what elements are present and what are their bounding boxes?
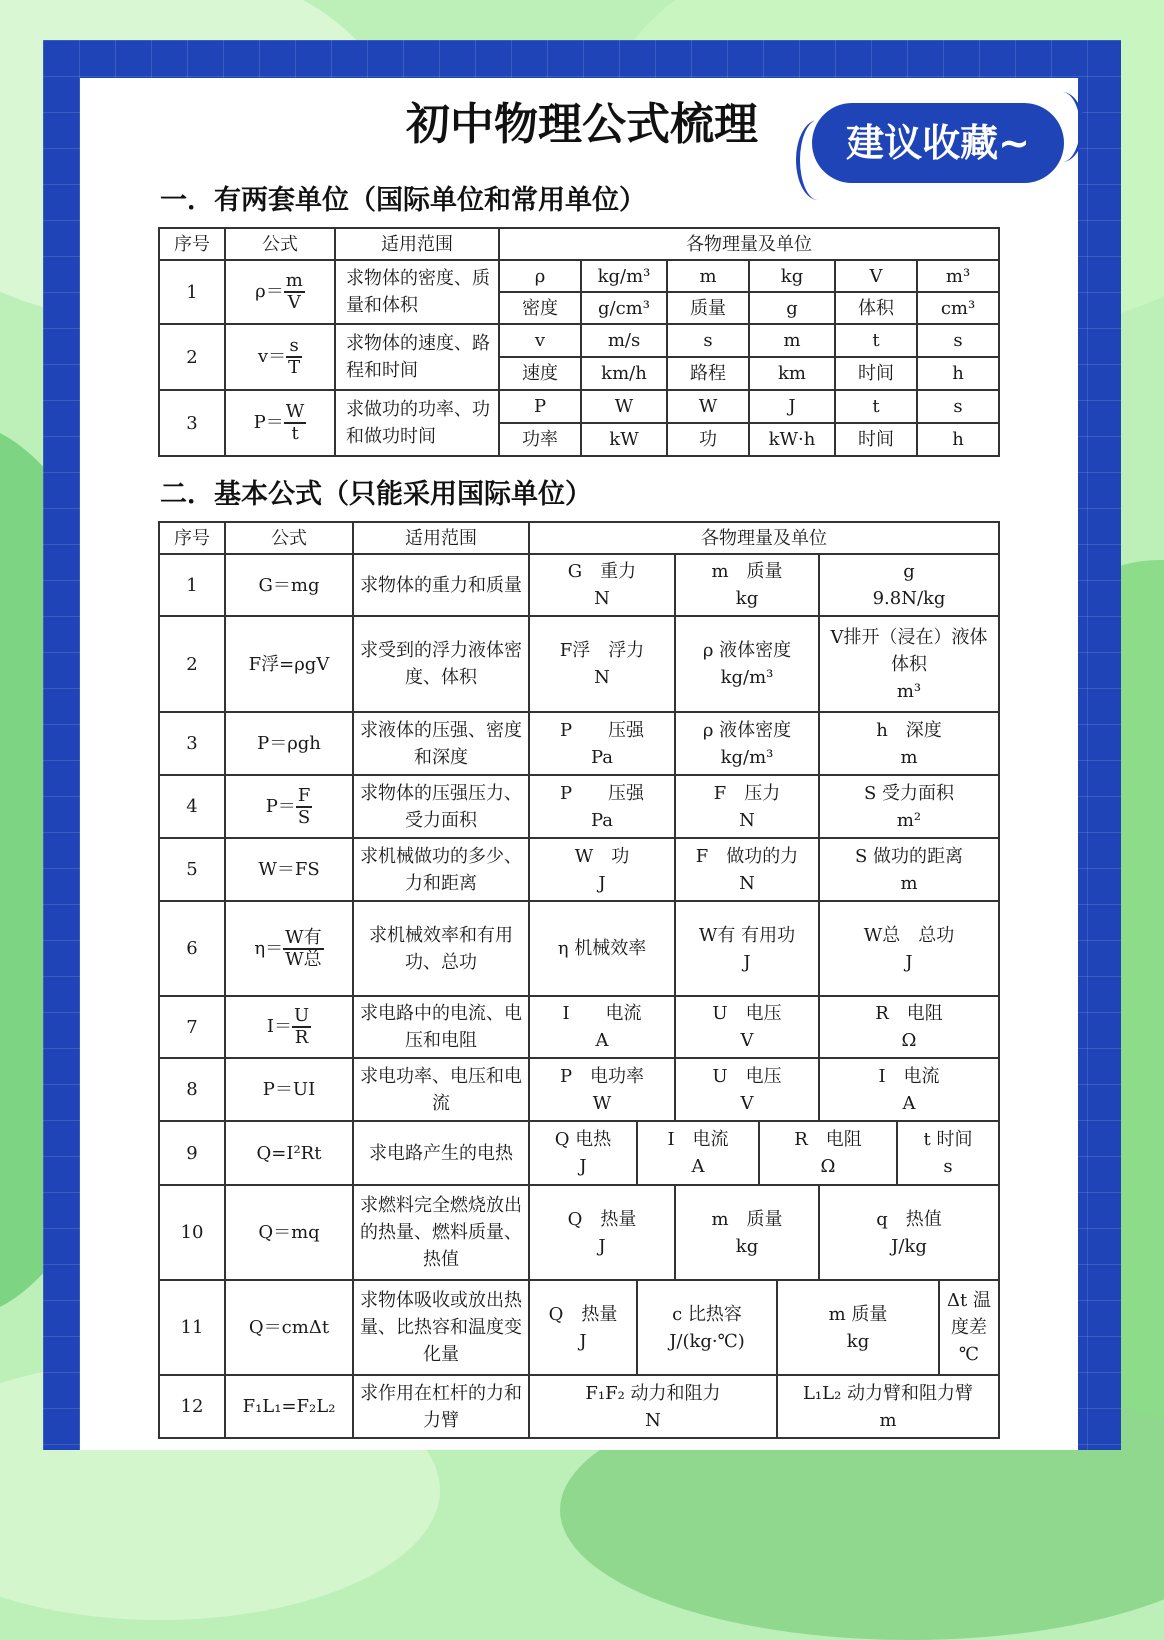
quantity: G 重力 N xyxy=(529,554,675,616)
header-scope: 适用范围 xyxy=(335,228,499,260)
quantity-name: 质量 xyxy=(667,292,749,324)
quantity-name: 密度 xyxy=(499,292,581,324)
scope: 求机械效率和有用功、总功 xyxy=(353,901,529,996)
scope: 求机械做功的多少、力和距离 xyxy=(353,838,529,901)
row-no: 2 xyxy=(159,616,225,712)
formula: W＝FS xyxy=(225,838,353,901)
row-no: 4 xyxy=(159,775,225,838)
header-quantities: 各物理量及单位 xyxy=(529,522,999,554)
symbol: s xyxy=(667,324,749,357)
quantity: W总 总功 J xyxy=(819,901,999,996)
unit-si: J xyxy=(749,390,835,423)
scope: 求做功的功率、功和做功时间 xyxy=(335,390,499,456)
row-no: 9 xyxy=(159,1121,225,1185)
unit-common: h xyxy=(917,357,999,390)
page-title: 初中物理公式梳理 xyxy=(406,99,758,150)
quantity: U 电压 V xyxy=(675,1058,819,1121)
formula: Q=I²Rt xyxy=(225,1121,353,1185)
scope: 求物体的速度、路程和时间 xyxy=(335,324,499,390)
scope: 求受到的浮力液体密度、体积 xyxy=(353,616,529,712)
formula: G＝mg xyxy=(225,554,353,616)
quantity: P 电功率 W xyxy=(529,1058,675,1121)
unit-table xyxy=(158,227,1000,457)
quantity: S 做功的距离 m xyxy=(819,838,999,901)
quantity: L₁L₂ 动力臂和阻力臂 m xyxy=(777,1375,999,1438)
row-no: 7 xyxy=(159,996,225,1058)
row-no: 2 xyxy=(159,324,225,390)
formula: P＝ρgh xyxy=(225,712,353,775)
unit-si: m xyxy=(749,324,835,357)
header-no: 序号 xyxy=(159,228,225,260)
scope: 求物体的压强压力、受力面积 xyxy=(353,775,529,838)
unit-common: kW·h xyxy=(749,423,835,456)
quantity: Q 热量 J xyxy=(529,1185,675,1280)
row-no: 6 xyxy=(159,901,225,996)
formula: P＝ $\frac{W}{t}$ xyxy=(225,390,335,456)
unit-si: W xyxy=(581,390,667,423)
row-no: 3 xyxy=(159,390,225,456)
quantity: t 时间 s xyxy=(897,1121,999,1185)
quantity: Q 热量 J xyxy=(529,1280,637,1375)
row-no: 8 xyxy=(159,1058,225,1121)
quantity: F浮 浮力 N xyxy=(529,616,675,712)
row-no: 11 xyxy=(159,1280,225,1375)
quantity: U 电压 V xyxy=(675,996,819,1058)
quantity: F₁F₂ 动力和阻力 N xyxy=(529,1375,777,1438)
quantity-name: 路程 xyxy=(667,357,749,390)
header-formula: 公式 xyxy=(225,522,353,554)
quantity: h 深度 m xyxy=(819,712,999,775)
quantity: q 热值 J/kg xyxy=(819,1185,999,1280)
quantity: ρ 液体密度 kg/m³ xyxy=(675,616,819,712)
symbol: m xyxy=(667,260,749,292)
unit-common: kW xyxy=(581,423,667,456)
unit-si: m/s xyxy=(581,324,667,357)
formula: P＝UI xyxy=(225,1058,353,1121)
quantity: Δt 温度差 ℃ xyxy=(939,1280,999,1375)
formula: F浮=ρgV xyxy=(225,616,353,712)
scope: 求作用在杠杆的力和力臂 xyxy=(353,1375,529,1438)
section1-heading: 一．有两套单位（国际单位和常用单位） xyxy=(160,185,646,216)
scope: 求电功率、电压和电流 xyxy=(353,1058,529,1121)
symbol: t xyxy=(835,390,917,423)
quantity: F 压力 N xyxy=(675,775,819,838)
header-formula: 公式 xyxy=(225,228,335,260)
unit-common: g/cm³ xyxy=(581,292,667,324)
quantity: V排开（浸在）液体体积 m³ xyxy=(819,616,999,712)
quantity: I 电流 A xyxy=(637,1121,759,1185)
unit-si: m³ xyxy=(917,260,999,292)
formula: ρ＝ $\frac{m}{V}$ xyxy=(225,260,335,324)
scope: 求燃料完全燃烧放出的热量、燃料质量、热值 xyxy=(353,1185,529,1280)
symbol: t xyxy=(835,324,917,357)
quantity: W有 有用功 J xyxy=(675,901,819,996)
quantity-name: 时间 xyxy=(835,423,917,456)
quantity: m 质量 kg xyxy=(675,1185,819,1280)
quantity: η 机械效率 xyxy=(529,901,675,996)
row-no: 12 xyxy=(159,1375,225,1438)
symbol: P xyxy=(499,390,581,423)
scope: 求物体的重力和质量 xyxy=(353,554,529,616)
scope: 求电路中的电流、电压和电阻 xyxy=(353,996,529,1058)
formula: P＝ $\frac{F}{S}$ xyxy=(225,775,353,838)
quantity: g 9.8N/kg xyxy=(819,554,999,616)
row-no: 1 xyxy=(159,260,225,324)
quantity: W 功 J xyxy=(529,838,675,901)
symbol: ρ xyxy=(499,260,581,292)
formula: F₁L₁=F₂L₂ xyxy=(225,1375,353,1438)
quantity: P 压强 Pa xyxy=(529,775,675,838)
row-no: 5 xyxy=(159,838,225,901)
unit-common: km/h xyxy=(581,357,667,390)
quantity: Q 电热 J xyxy=(529,1121,637,1185)
bookmark-badge: 建议收藏~ xyxy=(812,103,1064,183)
quantity: m 质量 kg xyxy=(777,1280,939,1375)
scope: 求物体吸收或放出热量、比热容和温度变化量 xyxy=(353,1280,529,1375)
symbol: W xyxy=(667,390,749,423)
unit-common: h xyxy=(917,423,999,456)
quantity-name: 功率 xyxy=(499,423,581,456)
quantity: S 受力面积 m² xyxy=(819,775,999,838)
formula: v＝ $\frac{s}{T}$ xyxy=(225,324,335,390)
row-no: 1 xyxy=(159,554,225,616)
formula: Q＝cmΔt xyxy=(225,1280,353,1375)
row-no: 3 xyxy=(159,712,225,775)
header-no: 序号 xyxy=(159,522,225,554)
quantity-name: 速度 xyxy=(499,357,581,390)
formula: η＝ $\frac{\text{W有}}{\text{W总}}$ xyxy=(225,901,353,996)
symbol: V xyxy=(835,260,917,292)
unit-si: kg xyxy=(749,260,835,292)
quantity: I 电流 A xyxy=(529,996,675,1058)
formula-table xyxy=(158,521,1000,1439)
quantity-name: 时间 xyxy=(835,357,917,390)
unit-si: s xyxy=(917,324,999,357)
quantity: F 做功的力 N xyxy=(675,838,819,901)
quantity: m 质量 kg xyxy=(675,554,819,616)
row-no: 10 xyxy=(159,1185,225,1280)
unit-common: g xyxy=(749,292,835,324)
symbol: v xyxy=(499,324,581,357)
unit-common: cm³ xyxy=(917,292,999,324)
quantity-name: 功 xyxy=(667,423,749,456)
formula: I＝ $\frac{U}{R}$ xyxy=(225,996,353,1058)
header-quantities: 各物理量及单位 xyxy=(499,228,999,260)
quantity: I 电流 A xyxy=(819,1058,999,1121)
quantity: ρ 液体密度 kg/m³ xyxy=(675,712,819,775)
quantity: P 压强 Pa xyxy=(529,712,675,775)
quantity: c 比热容 J/(kg·℃) xyxy=(637,1280,777,1375)
header-scope: 适用范围 xyxy=(353,522,529,554)
unit-si: kg/m³ xyxy=(581,260,667,292)
formula: Q＝mq xyxy=(225,1185,353,1280)
unit-si: s xyxy=(917,390,999,423)
quantity: R 电阻 Ω xyxy=(759,1121,897,1185)
scope: 求物体的密度、质量和体积 xyxy=(335,260,499,324)
scope: 求液体的压强、密度和深度 xyxy=(353,712,529,775)
quantity-name: 体积 xyxy=(835,292,917,324)
quantity: R 电阻 Ω xyxy=(819,996,999,1058)
scope: 求电路产生的电热 xyxy=(353,1121,529,1185)
section2-heading: 二．基本公式（只能采用国际单位） xyxy=(160,479,592,510)
unit-common: km xyxy=(749,357,835,390)
